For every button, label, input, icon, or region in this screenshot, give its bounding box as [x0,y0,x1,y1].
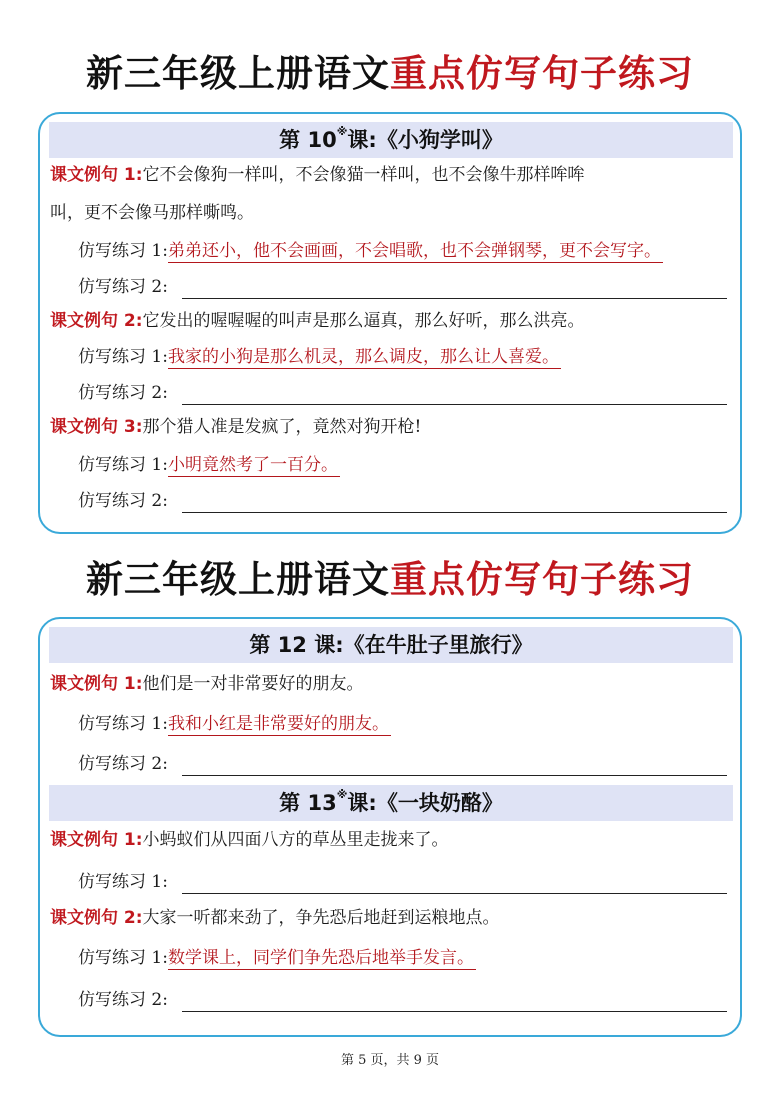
answer-blank-line[interactable] [182,298,727,299]
answer-blank-line[interactable] [182,1011,727,1012]
page-title [0,556,780,604]
title-red-part: 重点仿写句子练习 [390,52,694,95]
example-text: 那个猎人准是发疯了，竟然对狗开枪! [142,417,422,437]
example-text: 它不会像狗一样叫，不会像猫一样叫，也不会像牛那样哞哞 [142,165,585,185]
example-sentence [50,829,449,851]
practice-row [78,490,168,512]
practice-row [78,276,168,298]
exercise-card [38,617,742,1037]
example-sentence [50,164,585,186]
practice-label: 仿写练习 2: [78,491,168,511]
practice-row [78,382,168,404]
answer-blank-line[interactable] [182,893,727,894]
example-sentence-continued: 叫，更不会像马那样嘶鸣。 [50,203,254,223]
example-label: 课文例句 3: [50,417,143,437]
answer-blank-line[interactable] [182,775,727,776]
lesson-header: 第 10※课:《小狗学叫》 [49,122,733,158]
note-mark: ※ [336,125,348,138]
practice-row [78,753,168,775]
practice-answer: 我和小红是非常要好的朋友。 [167,714,389,734]
practice-label: 仿写练习 1: [78,347,168,367]
practice-label: 仿写练习 1: [78,714,168,734]
answer-blank-line[interactable] [182,404,727,405]
example-label: 课文例句 1: [50,674,143,694]
practice-answer: 小明竟然考了一百分。 [167,455,338,475]
answer-blank-line[interactable] [182,512,727,513]
example-label: 课文例句 2: [50,908,143,928]
example-sentence [50,310,585,332]
example-sentence [50,673,364,695]
practice-label: 仿写练习 1: [78,948,168,968]
practice-label: 仿写练习 1: [78,872,168,892]
practice-row [78,346,561,368]
practice-row [78,947,476,969]
practice-row [78,454,340,476]
example-label: 课文例句 1: [50,830,143,850]
example-text: 大家一听都来劲了，争先恐后地赶到运粮地点。 [142,908,500,928]
page-footer: 第 5 页，共 9 页 [340,1053,440,1068]
example-sentence [50,416,421,438]
lesson-header: 第 12 课:《在牛肚子里旅行》 [49,627,733,663]
title-red-part: 重点仿写句子练习 [390,558,694,601]
exercise-card [38,112,742,534]
practice-label: 仿写练习 2: [78,754,168,774]
example-sentence [50,907,500,929]
example-label: 课文例句 2: [50,311,143,331]
example-text: 小蚂蚁们从四面八方的草丛里走拢来了。 [142,830,449,850]
practice-label: 仿写练习 1: [78,455,168,475]
example-label: 课文例句 1: [50,165,143,185]
practice-row [78,871,168,893]
practice-row [78,713,391,735]
title-black-part: 新三年级上册语文 [86,558,390,601]
practice-row [78,989,168,1011]
practice-answer: 弟弟还小，他不会画画，不会唱歌，也不会弹钢琴，更不会写字。 [167,241,661,261]
page-title [0,50,780,98]
lesson-header: 第 13※课:《一块奶酪》 [49,785,733,821]
practice-row [78,240,663,262]
practice-answer: 我家的小狗是那么机灵，那么调皮，那么让人喜爱。 [167,347,559,367]
practice-label: 仿写练习 1: [78,241,168,261]
title-black-part: 新三年级上册语文 [86,52,390,95]
practice-label: 仿写练习 2: [78,277,168,297]
practice-answer: 数学课上，同学们争先恐后地举手发言。 [167,948,474,968]
practice-label: 仿写练习 2: [78,383,168,403]
practice-label: 仿写练习 2: [78,990,168,1010]
example-text: 他们是一对非常要好的朋友。 [142,674,364,694]
note-mark: ※ [336,788,348,801]
example-text: 它发出的喔喔喔的叫声是那么逼真，那么好听，那么洪亮。 [142,311,585,331]
